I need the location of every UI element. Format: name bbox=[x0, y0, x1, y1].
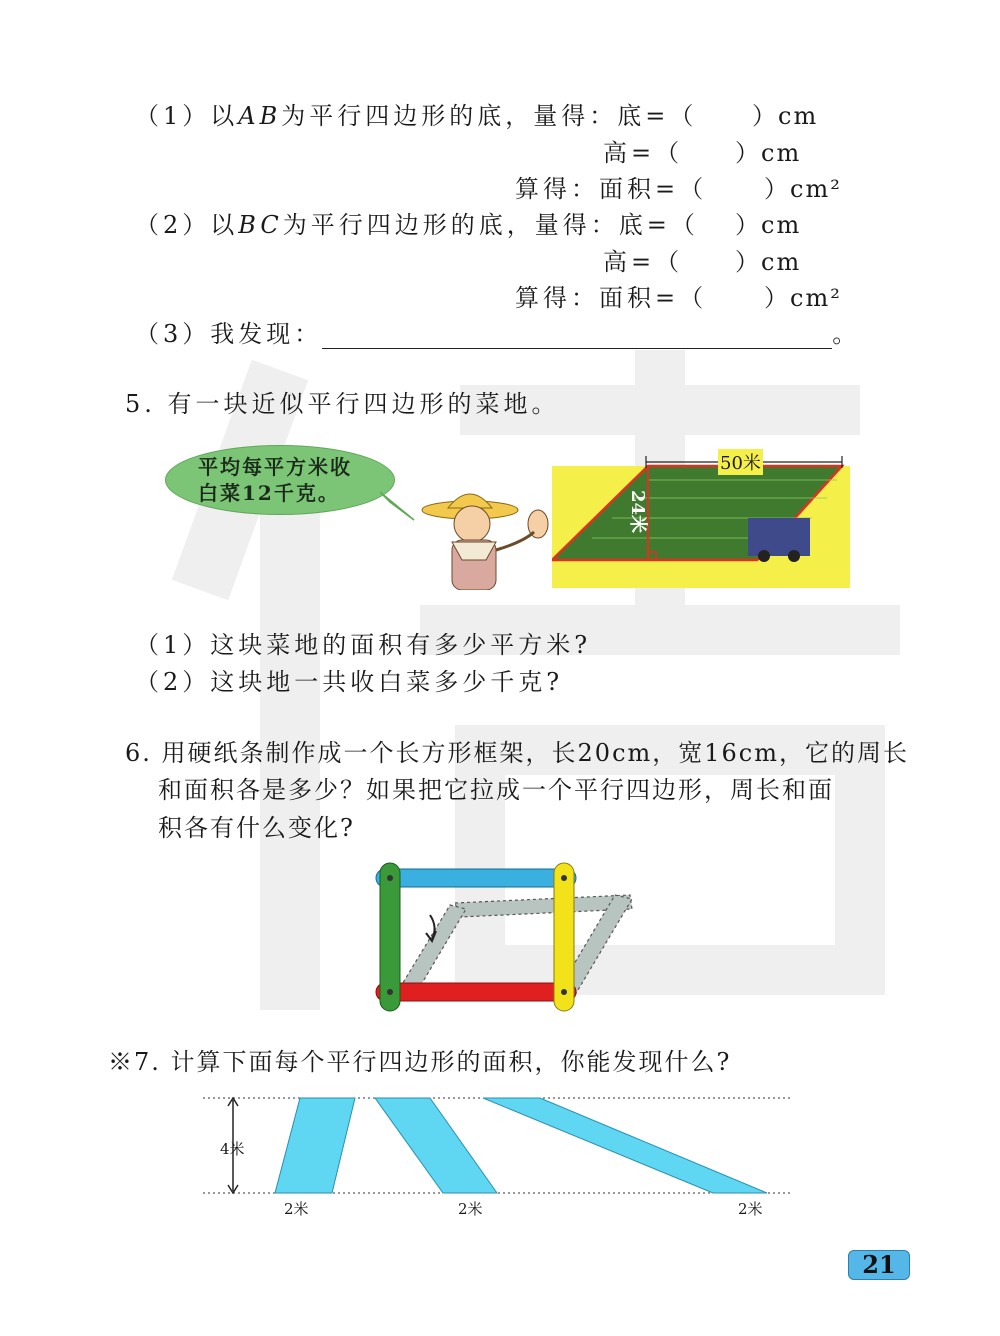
q7-base-label-2: 2米 bbox=[458, 1200, 483, 1218]
q4-row1-suffix: 为平行四边形的底，量得：底=（ bbox=[281, 102, 698, 130]
q5-sub2: （2）这块地一共收白菜多少千克? bbox=[135, 668, 564, 696]
q4-row7-end: 。 bbox=[832, 320, 861, 348]
q6-line1: 6. 用硬纸条制作成一个长方形框架，长20cm，宽16cm，它的周长 bbox=[125, 739, 910, 767]
q7-title: ※7. 计算下面每个平行四边形的面积，你能发现什么? bbox=[108, 1048, 732, 1076]
q4-row4-prefix: （2）以 bbox=[135, 211, 239, 239]
q4-row1-prefix: （1）以 bbox=[135, 102, 239, 130]
answer-blank-line[interactable] bbox=[322, 324, 832, 349]
q4-row3-label: 算得：面积=（ bbox=[515, 175, 708, 203]
farmer-illustration bbox=[418, 480, 558, 590]
q4-row1-seg: AB bbox=[238, 102, 282, 130]
q4-row4-unit: ）cm bbox=[735, 211, 802, 239]
q6-line2: 和面积各是多少？如果把它拉成一个平行四边形，周长和面 bbox=[158, 776, 834, 804]
q4-row4-seg: BC bbox=[238, 211, 283, 239]
field-height-label: 24米 bbox=[627, 490, 648, 534]
q4-row3-unit: ）cm² bbox=[764, 175, 842, 203]
bubble-tail bbox=[380, 490, 420, 530]
q4-row1 bbox=[135, 96, 697, 131]
q5-title: 5. 有一块近似平行四边形的菜地。 bbox=[125, 390, 560, 418]
q5-sub1: （1）这块菜地的面积有多少平方米? bbox=[135, 631, 592, 659]
q4-row2-label: 高=（ bbox=[603, 139, 684, 167]
q4-row7-label: （3）我发现： bbox=[135, 320, 323, 348]
q4-row2-unit: ）cm bbox=[735, 139, 802, 167]
q4-row5-unit: ）cm bbox=[735, 248, 802, 276]
q7-base-label-1: 2米 bbox=[284, 1200, 309, 1218]
vegetable-field-illustration bbox=[552, 448, 850, 590]
q6-line3: 积各有什么变化? bbox=[158, 814, 355, 842]
q4-row6-unit: ）cm² bbox=[764, 284, 842, 312]
q4-row5-label: 高=（ bbox=[603, 248, 684, 276]
bubble-text: 平均每平方米收 白菜12千克。 bbox=[198, 455, 352, 505]
q7-height-label: 4米 bbox=[220, 1140, 245, 1158]
q7-base-label-3: 2米 bbox=[738, 1200, 763, 1218]
parallelograms-diagram bbox=[195, 1090, 795, 1210]
q4-row6-label: 算得：面积=（ bbox=[515, 284, 708, 312]
field-base-label: 50米 bbox=[718, 449, 763, 475]
q4-row1-unit: ）cm bbox=[752, 102, 819, 130]
q4-row4 bbox=[135, 205, 699, 240]
q4-row7 bbox=[135, 314, 860, 349]
q4-row4-suffix: 为平行四边形的底，量得：底=（ bbox=[282, 211, 699, 239]
page-number: 21 bbox=[848, 1250, 910, 1280]
rectangle-frame-illustration bbox=[370, 855, 660, 1015]
